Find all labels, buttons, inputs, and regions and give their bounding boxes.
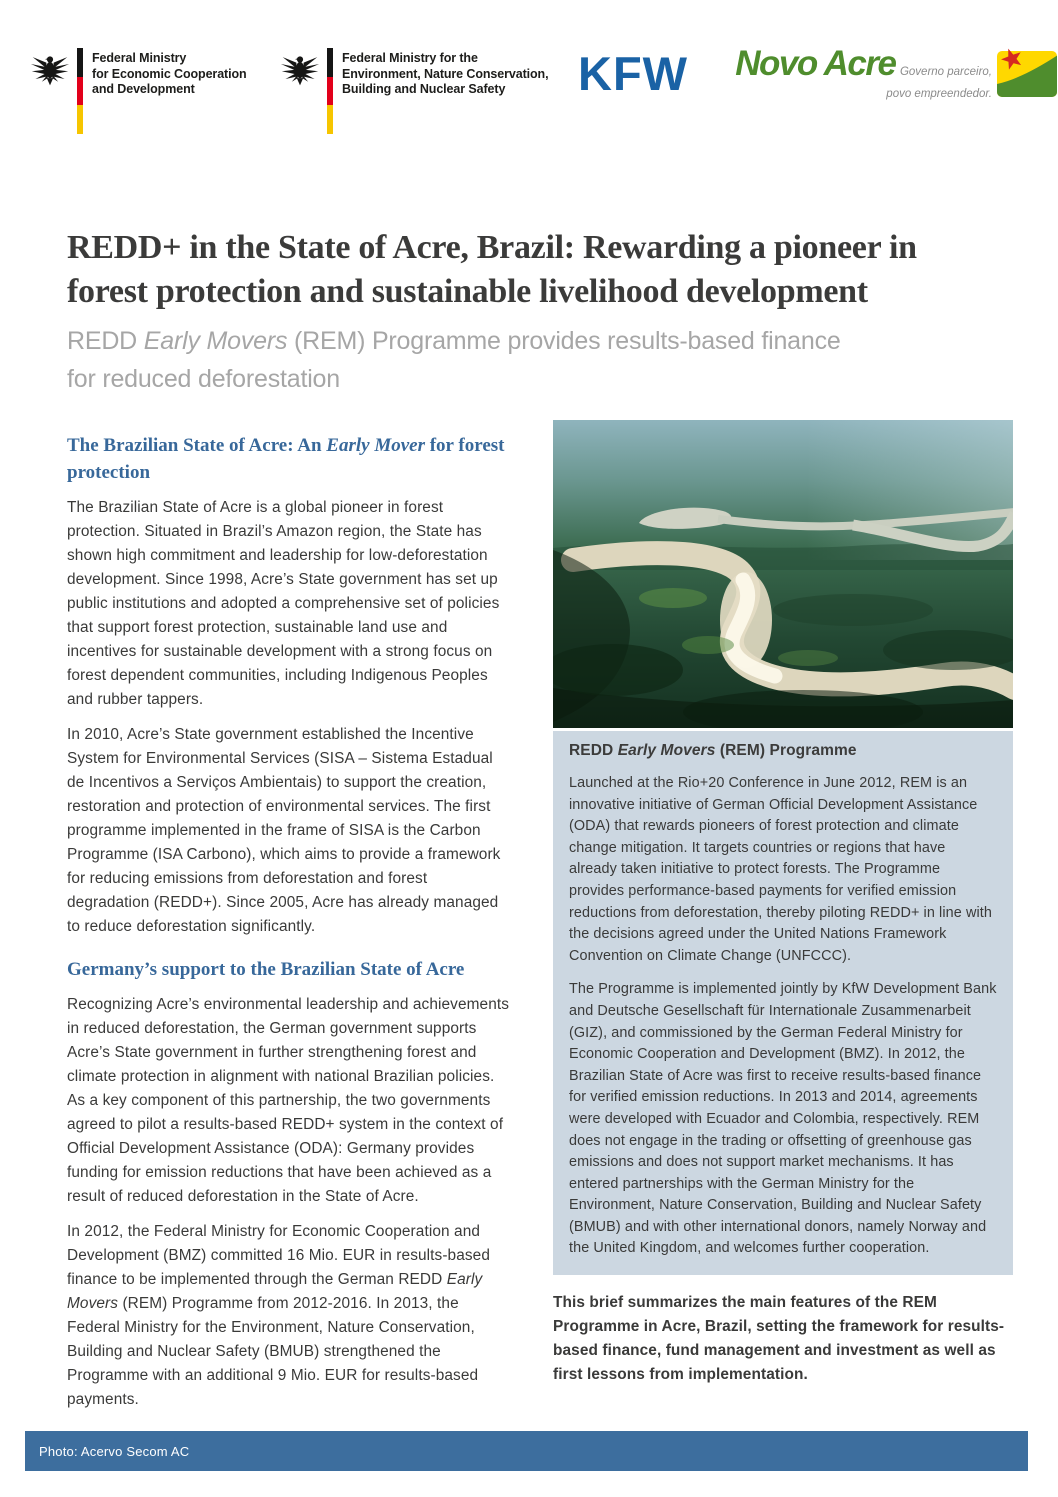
page-subtitle: REDD Early Movers (REM) Programme provides results-based finance for reduced deforestation [67, 327, 841, 393]
right-column [553, 420, 1013, 1387]
german-flag-bar-icon [77, 48, 83, 134]
left-column [67, 432, 513, 1423]
german-flag-bar-icon [327, 48, 333, 134]
infobox-paragraph: The Programme is implemented jointly by KfW Development Bank and Deutsche Gesellschaft für Internationale Zusammenarbeit (GIZ), and commissioned by the German Federal Ministry for Economic Cooperation and Development (BMZ). In 2012, the Brazilian State of Acre was first to receive results-based finance for verified emission reductions. In 2013 and 2014, agreements were developed with Ecuador and Colombia, respectively. REM does not engage in the trading or offsetting of greenhouse gas emissions and does not support market mechanisms. It has entered partnerships with the German Ministry for the Environment, Nature Conservation, Building and Nuclear Safety (BMUB) and with other international donors, namely Norway and the United Kingdom, and welcomes further cooperation. [569, 981, 997, 1257]
federal-eagle-icon [30, 50, 70, 93]
kfw-logo: KFW [578, 47, 689, 100]
page-title: REDD+ in the State of Acre, Brazil: Rewarding a pioneer in forest protection and sustainable livelihood development [67, 229, 917, 310]
photo-credit-bar [25, 1431, 1028, 1471]
bmz-logo [30, 48, 247, 134]
novo-acre-emblem-icon [996, 46, 1058, 103]
bmub-logo-text: Federal Ministry for the Environment, Nature Conservation, Building and Nuclear Safety [342, 51, 549, 96]
body-paragraph: In 2012, the Federal Ministry for Economic Cooperation and Development (BMZ) committed 16 Mio. EUR in results-based finance to be implemented through the German REDD Early Movers (REM) Programme from 2012-2016. In 2013, the Federal Ministry for the Environment, Nature Conservation, Building and Nuclear Safety (BMUB) strengthened the Programme with an additional 9 Mio. EUR for results-based payments. [67, 1223, 490, 1408]
bmub-logo [280, 48, 548, 134]
bmz-logo-text: Federal Ministry for Economic Cooperation and Development [92, 51, 247, 96]
rem-programme-infobox [553, 731, 1013, 1275]
federal-eagle-icon [280, 50, 320, 93]
photo-credit: Photo: Acervo Secom AC [39, 1443, 190, 1459]
brief-summary: This brief summarizes the main features of the REM Programme in Acre, Brazil, setting the framework for results-based finance, fund management and investment as well as first lessons from implementation. [553, 1294, 1005, 1384]
body-paragraph: The Brazilian State of Acre is a global pioneer in forest protection. Situated in Brazil’s Amazon region, the State has shown high commitment and leadership for low-deforestation development. Since 1998, Acre’s State government has set up public institutions and adopted a comprehensive set of policies that support forest protection, sustainable land use and incentives for sustainable development with a strong focus on forest dependent communities, including Indigenous Peoples and rubber tappers. [67, 499, 500, 708]
section-heading-germany: Germany’s support to the Brazilian State of Acre [67, 959, 465, 980]
body-paragraph: In 2010, Acre’s State government established the Incentive System for Environmental Services (SISA – Sistema Estadual de Incentivos a Serviços Ambientais) to support the creation, restoration and protection of environmental services. The first programme implemented in the frame of SISA is the Carbon Programme (ISA Carbono), which aims to provide a framework for reducing emissions from deforestation and forest degradation (REDD+). Since 2005, Acre has already managed to reduce deforestation significantly. [67, 726, 501, 935]
novo-acre-tagline: Governo parceiro, povo empreendedor. [886, 66, 992, 100]
novo-acre-logo [716, 44, 1058, 103]
section-heading-acre: The Brazilian State of Acre: An Early Mover for forest protection [67, 435, 505, 483]
infobox-paragraph: Launched at the Rio+20 Conference in June 2012, REM is an innovative initiative of German Official Development Assistance (ODA) that rewards pioneers of forest protection and climate change mitigation. It targets countries or regions that have already taken initiative to protect forests. The Programme provides performance-based payments for verified emission reductions from deforestation, thereby piloting REDD+ in line with the decisions agreed under the United Nations Framework Convention on Climate Change (UNFCCC). [569, 775, 992, 964]
novo-acre-wordmark: Novo Acre [735, 44, 896, 83]
infobox-title: REDD Early Movers (REM) Programme [569, 742, 857, 759]
aerial-river-rainforest-photo [553, 420, 1013, 728]
body-paragraph: Recognizing Acre’s environmental leadership and achievements in reduced deforestation, the German government supports Acre’s State government in further strengthening forest and climate protection in alignment with national Brazilian policies. As a key component of this partnership, the two governments agreed to pilot a results-based REDD+ system in the context of Official Development Assistance (ODA): Germany provides funding for emission reductions that have been achieved as a result of reduced deforestation in the State of Acre. [67, 996, 510, 1205]
